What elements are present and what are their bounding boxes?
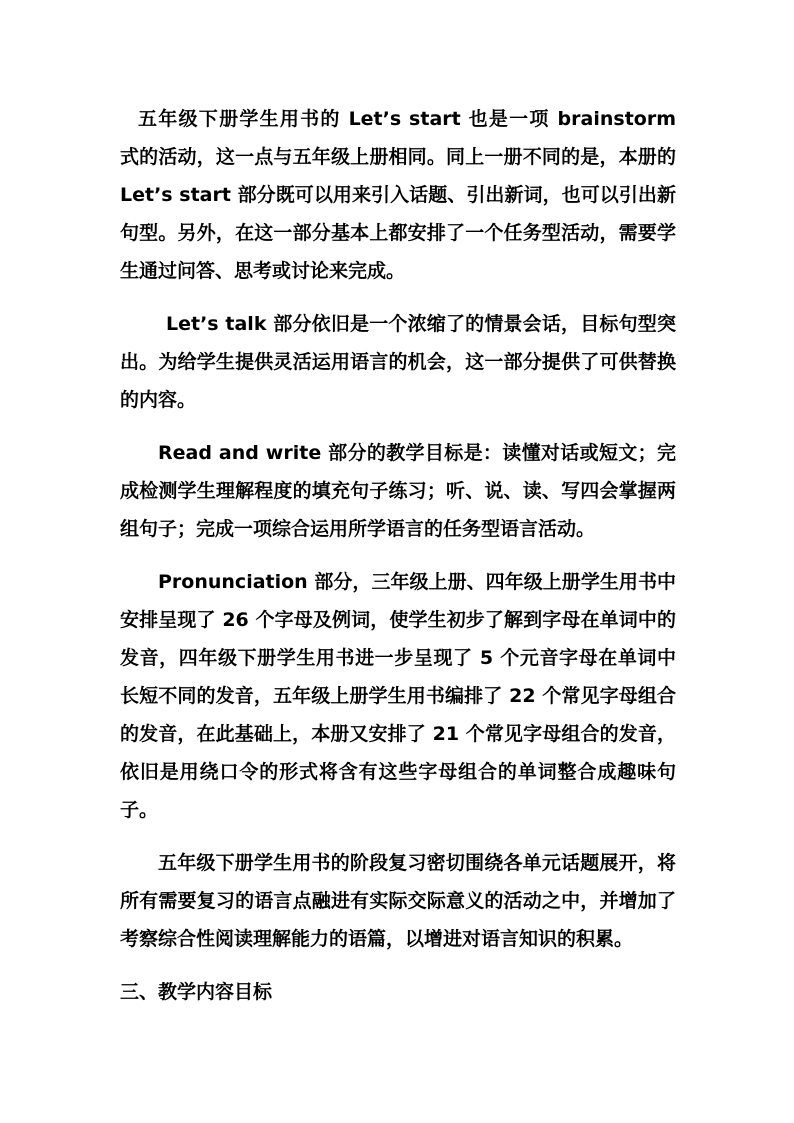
paragraph-pronunciation: Pronunciation 部分，三年级上册、四年级上册学生用书中安排呈现了 26 个字母及例词，使学生初步了解到字母在单词中的发音，四年级下册学生用书进一步呈现了 5 个元音字母在单词中长短不同的发音，五年级上册学生用书编排了 22 个常见字母组合的发音，在此基础上，本册又安排了 21 个常见字母组合的发音，依旧是用绕口令的形式将含有这些字母组合的单词整合成趣味句子。: [120, 571, 676, 821]
paragraph-review: 五年级下册学生用书的阶段复习密切围绕各单元话题展开，将所有需要复习的语言点融进有实际交际意义的活动之中，并增加了考察综合性阅读理解能力的语篇，以增进对语言知识的积累。: [120, 852, 676, 950]
document-body: [120, 100, 676, 1011]
paragraph-lets-talk: Let’s talk 部分依旧是一个浓缩了的情景会话，目标句型突出。为给学生提供灵活运用语言的机会，这一部分提供了可供替换的内容。: [120, 313, 676, 411]
paragraph-lets-start: 五年级下册学生用书的 Let’s start 也是一项 brainstorm 式的活动，这一点与五年级上册相同。同上一册不同的是，本册的 Let’s start 部分既可以用来引入话题、引出新词，也可以引出新句型。另外，在这一部分基本上都安排了一个任务型活动，需要学生通过问答、思考或讨论来完成。: [120, 108, 676, 282]
paragraph-read-and-write: Read and write 部分的教学目标是：读懂对话或短文；完成检测学生理解程度的填充句子练习；听、说、读、写四会掌握两组句子；完成一项综合运用所学语言的任务型语言活动。: [120, 442, 676, 540]
section-heading: 三、教学内容目标: [120, 981, 273, 1003]
